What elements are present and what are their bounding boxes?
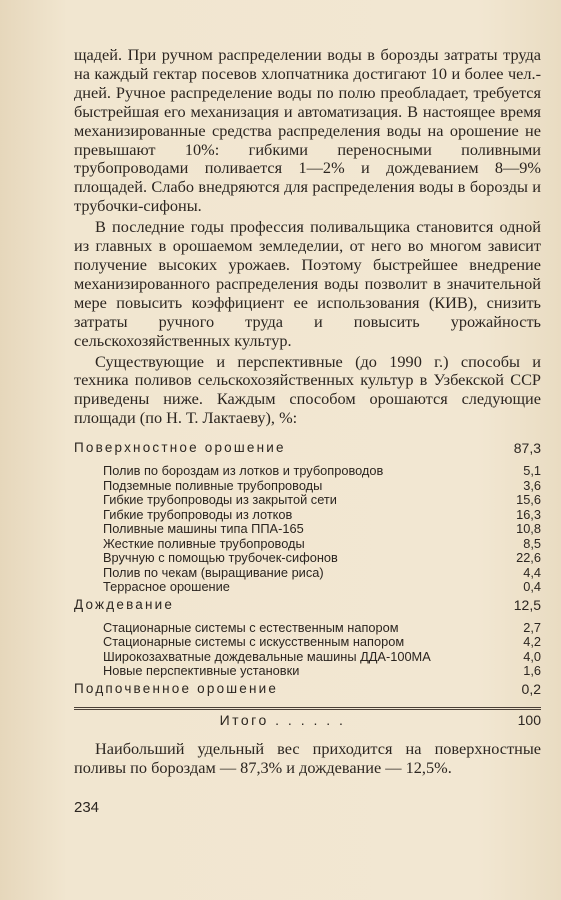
row-value: 0,4	[523, 579, 541, 595]
section-row-subsurface-irrigation	[74, 679, 541, 699]
section-title: Поверхностное орошение	[74, 440, 286, 456]
paragraph-3: Существующие и перспективные (до 1990 г.) способы и техника поливов сельскохозяйственных культур в Узбекской ССР приведены ниже. Каждым способом орошаются следующие площади (по Н. Т. Лактаеву), %:	[74, 351, 541, 428]
row-label: Полив по чекам (выращивание риса)	[103, 564, 324, 580]
row-label: Новые перспективные установки	[103, 663, 300, 679]
row-label: Подземные поливные трубопроводы	[103, 477, 323, 493]
row-label: Поливные машины типа ППА-165	[103, 521, 304, 537]
row-label: Гибкие трубопроводы из закрытой сети	[103, 492, 337, 508]
row-value: 4,0	[523, 648, 541, 664]
table-row	[74, 464, 541, 479]
table-row	[74, 650, 541, 665]
total-value: 100	[517, 711, 541, 728]
row-value: 22,6	[516, 550, 541, 566]
row-label: Стационарные системы с искусственным напором	[103, 634, 405, 650]
table-row	[74, 508, 541, 523]
irrigation-areas-table	[74, 438, 541, 730]
table-row	[74, 493, 541, 508]
row-value: 1,6	[523, 663, 541, 679]
row-label: Вручную с помощью трубочек-сифонов	[103, 550, 338, 566]
row-label: Террасное орошение	[103, 579, 230, 595]
row-value: 10,8	[516, 521, 541, 537]
section-title: Дождевание	[74, 596, 175, 612]
row-value: 5,1	[523, 463, 541, 479]
row-label: Гибкие трубопроводы из лотков	[103, 506, 293, 522]
section-row-sprinkling	[74, 595, 541, 615]
section-value: 0,2	[521, 680, 541, 697]
page-number: 234	[74, 799, 100, 817]
section-title: Подпочвенное орошение	[74, 680, 279, 696]
closing-paragraph: Наибольший удельный вес приходится на поверхностные поливы по бороздам — 87,3% и дождевание — 12,5%.	[74, 738, 541, 777]
table-row	[74, 551, 541, 566]
row-label: Жесткие поливные трубопроводы	[103, 535, 305, 551]
table-row	[74, 566, 541, 581]
row-value: 4,2	[523, 634, 541, 650]
row-value: 8,5	[523, 535, 541, 551]
row-value: 16,3	[516, 506, 541, 522]
table-row	[74, 635, 541, 650]
total-label: Итого . . . . . .	[219, 711, 346, 728]
table-row	[74, 479, 541, 494]
row-value: 15,6	[516, 492, 541, 508]
table-rule	[74, 699, 541, 709]
section-row-surface-irrigation	[74, 438, 541, 458]
table-row	[74, 580, 541, 595]
table-row	[74, 537, 541, 552]
paragraph-1: щадей. При ручном распределении воды в борозды затраты труда на каждый гектар посевов хлопчатника достигают 10 и более чел.-дней. Ручное распределение воды по полю преобладает, требуется быстрейшая его механизация и автоматизация. В настоящее время механизированные средства распределения воды на орошение не превышают 10%: гибкими переносными поливными трубопроводами поливается 1—2% и дождеванием 8—9% площадей. Слабо внедряются для распределения воды в борозды и трубочки-сифоны.	[74, 45, 541, 216]
table-row	[74, 522, 541, 537]
row-label: Широкозахватные дождевальные машины ДДА-100МА	[103, 648, 431, 664]
total-row	[74, 708, 541, 730]
row-label: Стационарные системы с естественным напором	[103, 619, 399, 635]
row-value: 2,7	[523, 619, 541, 635]
row-value: 3,6	[523, 477, 541, 493]
table-row	[74, 664, 541, 679]
table-row	[74, 621, 541, 636]
section-value: 87,3	[513, 440, 541, 457]
section-value: 12,5	[513, 596, 541, 613]
row-value: 4,4	[523, 564, 541, 580]
row-label: Полив по бороздам из лотков и трубопроводов	[103, 463, 384, 479]
paragraph-2: В последние годы профессия поливальщика становится одной из главных в орошаемом земледелии, от него во многом зависит получение высоких урожаев. Поэтому быстрейшее внедрение механизированного распределения воды позволит в значительной мере повысить коэффициент ее использования (КИВ), снизить затраты ручного труда и повысить урожайность сельскохозяйственных культур.	[74, 217, 541, 350]
